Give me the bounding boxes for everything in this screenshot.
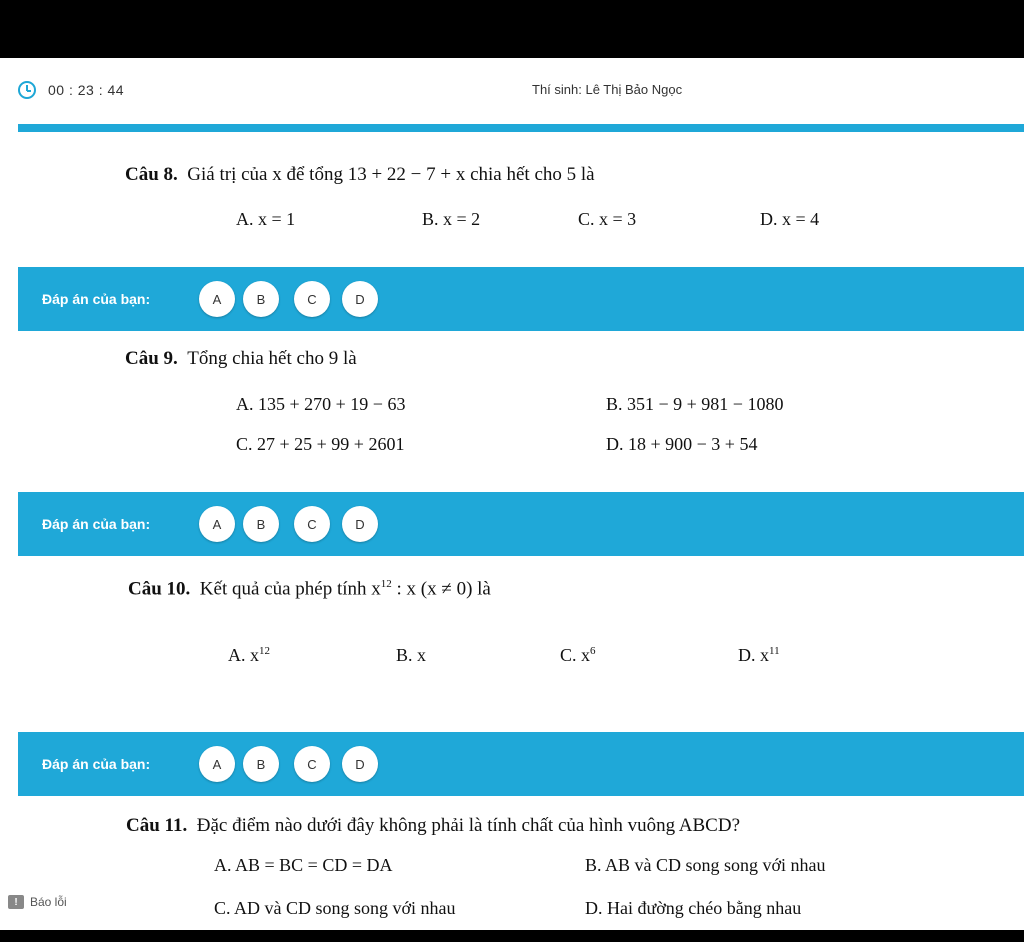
question-number: Câu 8. (125, 164, 178, 185)
answer-option-a[interactable]: A (199, 281, 235, 317)
answer-option-d[interactable]: D (342, 746, 378, 782)
question-text: Giá trị của x để tổng 13 + 22 − 7 + x chia hết cho 5 là (187, 164, 595, 185)
student-name: Thí sinh: Lê Thị Bảo Ngọc (532, 82, 683, 97)
choice-b: B. 351 − 9 + 981 − 1080 (606, 394, 784, 414)
choice-b: B. x = 2 (422, 209, 481, 229)
exam-header (0, 58, 1024, 124)
clock-icon (18, 81, 36, 99)
alert-icon: ! (8, 895, 24, 909)
answer-label: Đáp án của bạn: (42, 291, 151, 307)
question-text-rest: : x (x ≠ 0) là (391, 578, 491, 600)
exam-timer: 00 : 23 : 44 (48, 82, 125, 98)
answer-option-d[interactable]: D (342, 506, 378, 542)
choice-c: C. $x^6$ (560, 645, 596, 665)
choice-d: D. 18 + 900 − 3 + 54 (606, 434, 758, 454)
choice-d: D. x = 4 (760, 209, 820, 229)
answer-option-c[interactable]: C (294, 746, 330, 782)
answer-option-c[interactable]: C (294, 281, 330, 317)
question-exponent: 12 (380, 578, 392, 590)
answer-band-q8 (18, 267, 1024, 331)
choice-c: C. AD và CD song song với nhau (214, 898, 456, 918)
question-text: Tổng chia hết cho 9 là (187, 348, 357, 369)
previous-answer-band (18, 124, 1024, 132)
answer-option-a[interactable]: A (199, 506, 235, 542)
report-error-button[interactable] (8, 895, 67, 909)
answer-option-b[interactable]: B (243, 746, 279, 782)
choice-a: A. $x^{12}$ (228, 645, 270, 665)
question-number: Câu 11. (126, 815, 188, 836)
choice-a: A. x = 1 (236, 209, 296, 229)
choice-a: A. AB = BC = CD = DA (214, 855, 393, 875)
answer-band-q10 (18, 732, 1024, 796)
question-number: Câu 10. (128, 578, 191, 600)
system-status-bar (0, 0, 1024, 58)
choice-b: B. AB và CD song song với nhau (585, 855, 826, 875)
question-number: Câu 9. (125, 348, 178, 369)
question-text: Kết quả của phép tính x (199, 578, 381, 600)
choice-b: B. x (396, 645, 427, 665)
system-nav-bar (0, 930, 1024, 942)
answer-option-a[interactable]: A (199, 746, 235, 782)
answer-option-b[interactable]: B (243, 506, 279, 542)
choice-d: D. $x^{11}$ (738, 645, 780, 665)
answer-label: Đáp án của bạn: (42, 516, 151, 532)
answer-option-b[interactable]: B (243, 281, 279, 317)
choice-d: D. Hai đường chéo bằng nhau (585, 898, 802, 918)
answer-label: Đáp án của bạn: (42, 756, 151, 772)
answer-option-c[interactable]: C (294, 506, 330, 542)
question-8 (125, 164, 595, 186)
choice-c: C. 27 + 25 + 99 + 2601 (236, 434, 405, 454)
question-10 (128, 578, 491, 600)
question-9 (125, 348, 357, 370)
report-label: Báo lỗi (30, 895, 67, 909)
answer-option-d[interactable]: D (342, 281, 378, 317)
answer-band-q9 (18, 492, 1024, 556)
question-text: Đặc điểm nào dưới đây không phải là tính chất của hình vuông ABCD? (196, 815, 741, 836)
choice-a: A. 135 + 270 + 19 − 63 (236, 394, 406, 414)
choice-c: C. x = 3 (578, 209, 637, 229)
question-11 (126, 815, 740, 837)
